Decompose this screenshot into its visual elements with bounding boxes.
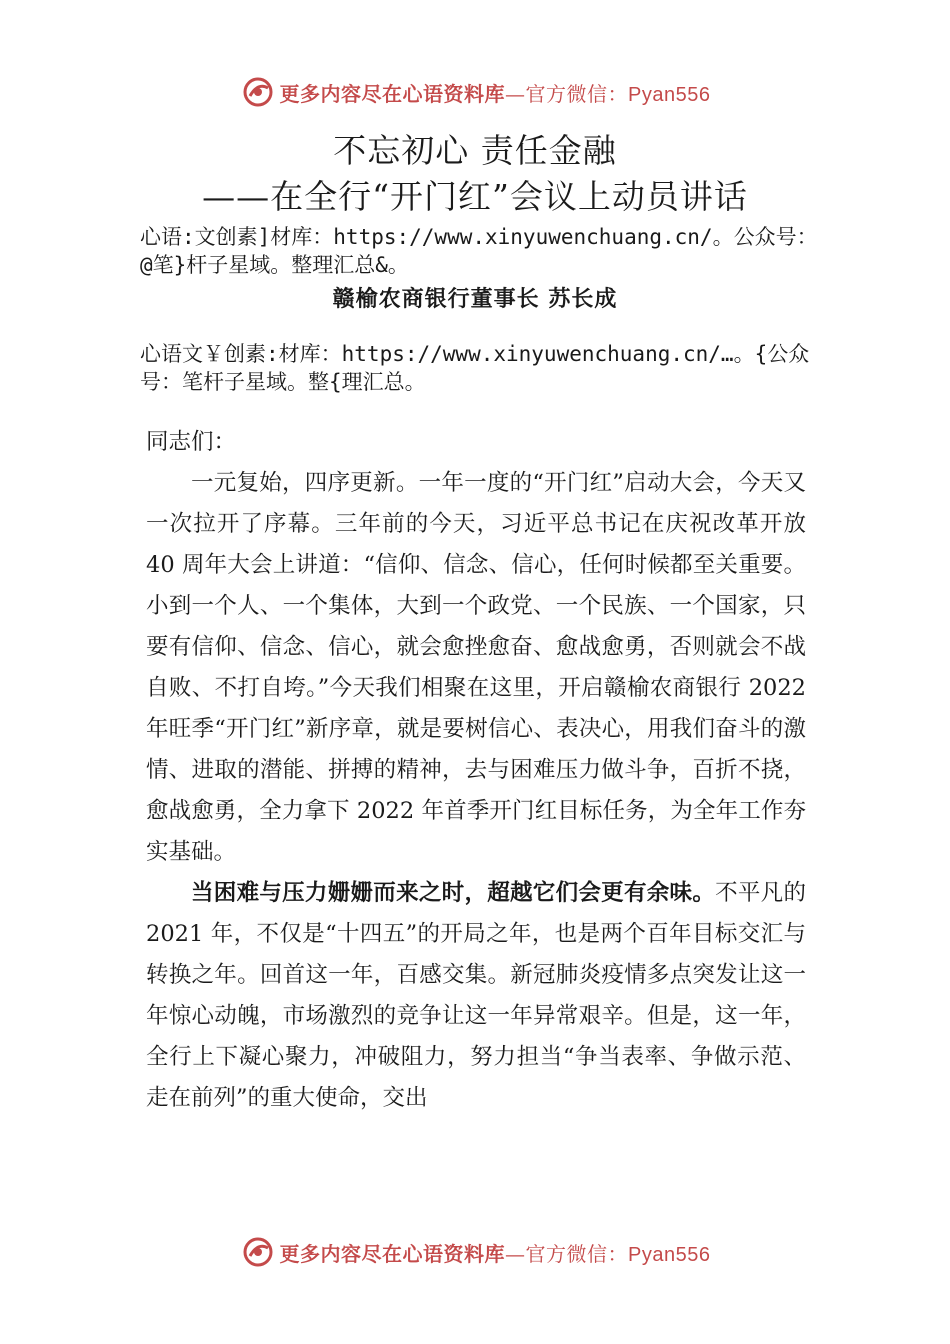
author-line: 赣榆农商银行董事长 苏长成 (332, 286, 618, 312)
watermark-text: 更多内容尽在心语资料库—官方微信：Pyan556 (279, 81, 711, 106)
source-note-1: 心语:文创素]材库：https://www.xinyuwenchuang.cn/。公众号：@笔}杆子星域。整理汇总&。 (140, 225, 818, 277)
greeting: 同志们： (146, 429, 237, 455)
watermark-header (0, 72, 950, 112)
watermark-footer (0, 1232, 950, 1272)
paragraph-2-heading: 当困难与压力姗姗而来之时，超越它们会更有余味。 (191, 880, 716, 906)
title-line-2: ——在全行“开门红”会议上动员讲话 (202, 177, 748, 216)
paragraph-2-text: 不平凡的 2021 年，不仅是“十四五”的开局之年，也是两个百年目标交汇与转换之年。回首这一年，百感交集。新冠肺炎疫情多点突发让这一年惊心动魄，市场激烈的竞争让这一年异常艰辛。但是，这一年，全行上下凝心聚力，冲破阻力，努力担当“争当表率、争做示范、走在前列”的重大使命，交出 (146, 880, 806, 1111)
watermark-text: 更多内容尽在心语资料库—官方微信：Pyan556 (279, 1241, 711, 1266)
source-note-2: 心语文￥创素:材库：https://www.xinyuwenchuang.cn/…。{公众号：笔杆子星域。整{理汇总。 (140, 342, 810, 394)
title-line-1: 不忘初心 责任金融 (333, 131, 617, 170)
logo-icon (240, 1234, 276, 1270)
document-title (0, 128, 950, 220)
logo-icon (240, 74, 276, 110)
paragraph-2 (146, 873, 806, 1119)
document-body (146, 422, 806, 1119)
paragraph-1: 一元复始，四序更新。一年一度的“开门红”启动大会，今天又一次拉开了序幕。三年前的今天，习近平总书记在庆祝改革开放 40 周年大会上讲道：“信仰、信念、信心，任何时候都至关重要。小到一个人、一个集体，大到一个政党、一个民族、一个国家，只要有信仰、信念、信心，就会愈挫愈奋、愈战愈勇，否则就会不战自败、不打自垮。”今天我们相聚在这里，开启赣榆农商银行 2022 年旺季“开门红”新序章，就是要树信心、表决心，用我们奋斗的激情、进取的潜能、拼搏的精神，去与困难压力做斗争，百折不挠，愈战愈勇，全力拿下 2022 年首季开门红目标任务，为全年工作夯实基础。 (146, 470, 806, 865)
